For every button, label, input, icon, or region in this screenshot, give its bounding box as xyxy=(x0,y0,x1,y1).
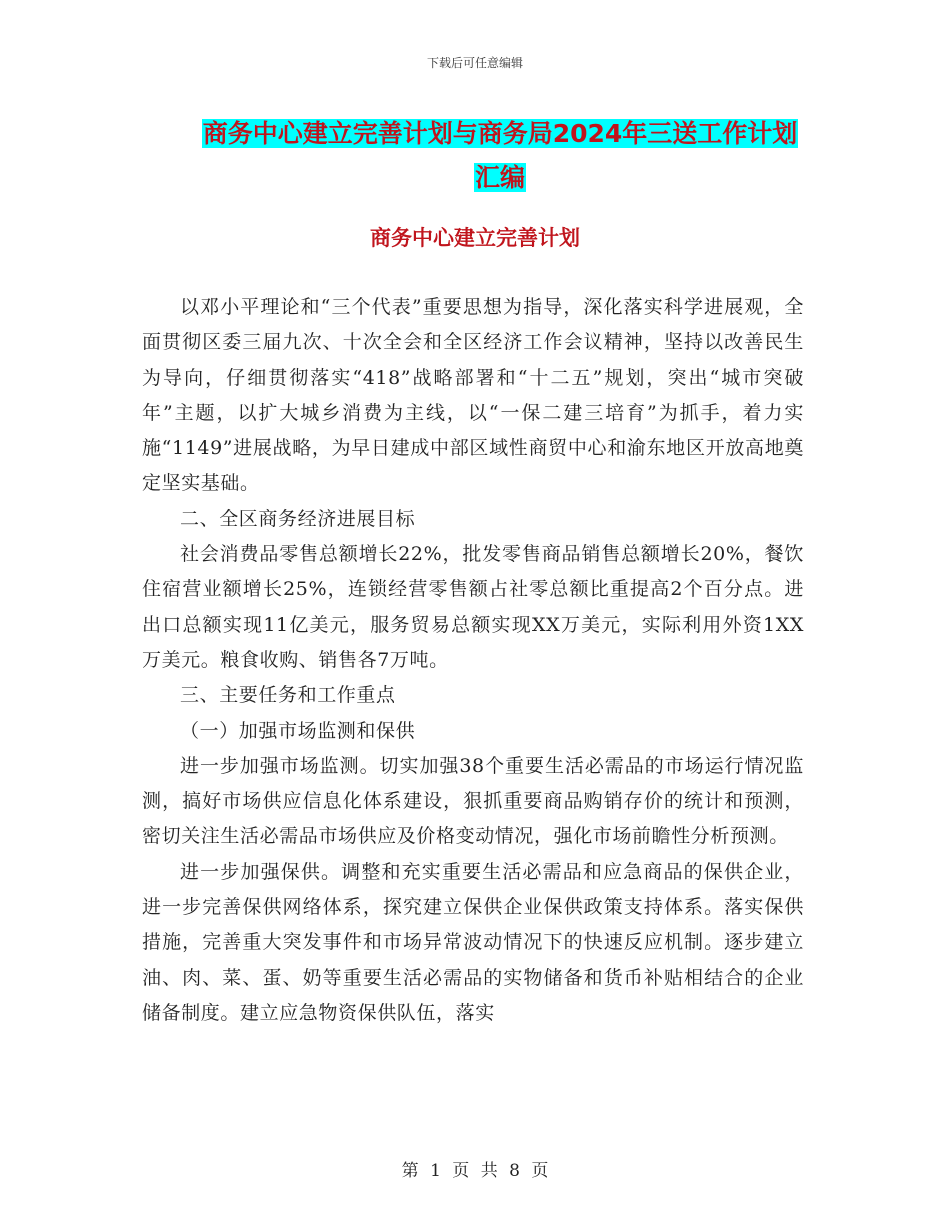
section-title: 商务中心建立完善计划 xyxy=(370,226,580,250)
document-title xyxy=(140,112,860,200)
document-title-line2: 汇编 xyxy=(474,163,525,192)
paragraph-guiding-principle: 以邓小平理论和“三个代表”重要思想为指导，深化落实科学进展观，全面贯彻区委三届九次、十次全会和全区经济工作会议精神，坚持以改善民生为导向，仔细贯彻落实“418”战略部署和“十二五”规划，突出“城市突破年”主题，以扩大城乡消费为主线，以“一保二建三培育”为抓手，着力实施“1149”进展战略，为早日建成中部区域性商贸中心和渝东地区开放高地奠定坚实基础。 xyxy=(142,296,804,495)
paragraph-market-monitoring: 进一步加强市场监测。切实加强38个重要生活必需品的市场运行情况监测，搞好市场供应信息化体系建设，狠抓重要商品购销存价的统计和预测，密切关注生活必需品市场供应及价格变动情况，强化市场前瞻性分析预测。 xyxy=(142,754,804,848)
document-title-line1: 商务中心建立完善计划与商务局2024年三送工作计划 xyxy=(202,119,798,148)
paragraph-supply-guarantee: 进一步加强保供。调整和充实重要生活必需品和应急商品的保供企业，进一步完善保供网络体系，探究建立保供企业保供政策支持体系。落实保供措施，完善重大突发事件和市场异常波动情况下的快速反应机制。逐步建立油、肉、菜、蛋、奶等重要生活必需品的实物储备和货币补贴相结合的企业储备制度。建立应急物资保供队伍，落实 xyxy=(142,860,804,1024)
paragraph-goals: 社会消费品零售总额增长22%，批发零售商品销售总额增长20%，餐饮住宿营业额增长25%，连锁经营零售额占社零总额比重提高2个百分点。进出口总额实现11亿美元，服务贸易总额实现XX万美元，实际利用外资1XX万美元。粮食收购、销售各7万吨。 xyxy=(142,543,804,671)
subheading-market-monitoring: （一）加强市场监测和保供 xyxy=(180,719,416,742)
document-body xyxy=(142,290,804,1031)
heading-development-goals: 二、全区商务经济进展目标 xyxy=(180,507,416,530)
page-footer: 第 1 页 共 8 页 xyxy=(401,1161,549,1181)
header-note: 下载后可任意编辑 xyxy=(426,56,523,70)
heading-main-tasks: 三、主要任务和工作重点 xyxy=(180,684,396,707)
